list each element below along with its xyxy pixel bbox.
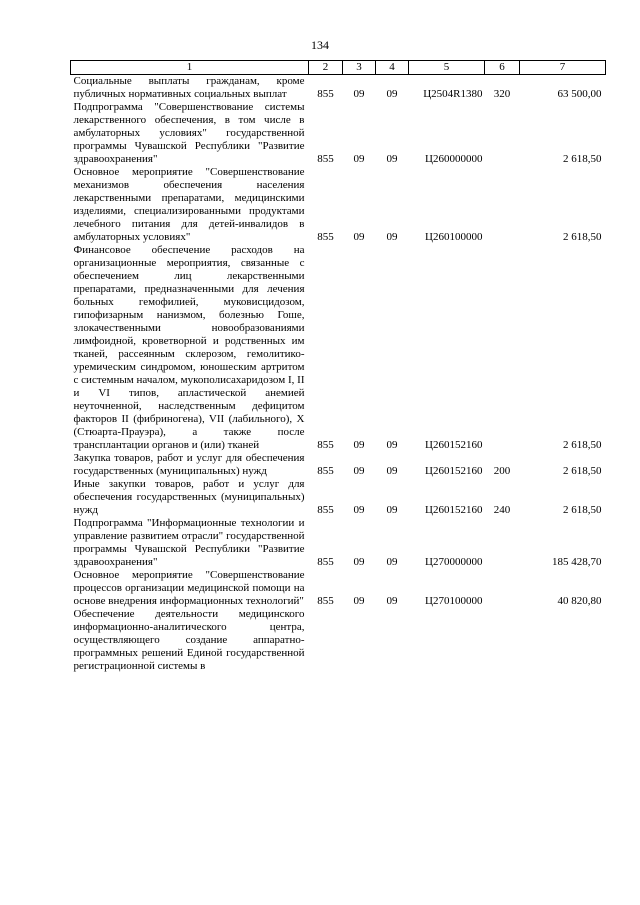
row-grbs-code: 855 xyxy=(317,595,334,607)
row-name: Подпрограмма "Информационные технологии и управление развитием отрасли" государственной программы Чувашской Республики "Развитие здравоохранения" xyxy=(73,517,305,568)
row-name: Финансовое обеспечение расходов на организационные мероприятия, связанные с обеспечением лиц лекарственными препаратами, предназначенными для лечения больных гемофилией, муковисцидозом, гипофизарным нанизмом, болезнью Гоше, злокачественными новообразованиями лимфоидной, кроветворной и родственных им тканей, рассеянным склерозом, гемолитико-уремическим синдромом, юношеским артритом с системным началом, мукополисахаридозом I, II и VI типов, апластической анемией неуточненной, наследственным дефицитом факторов II (фибриногена), VII (лабильного), X (Стюарта-Прауэра), а также после трансплантации органов и (или) тканей xyxy=(73,244,305,451)
row-target-article: Ц260000000 xyxy=(425,153,483,165)
row-grbs-code: 855 xyxy=(317,231,334,243)
row-grbs-code: 855 xyxy=(317,88,334,100)
page-number: 134 xyxy=(311,38,329,52)
row-expense-type xyxy=(485,166,520,244)
row-name: Основное мероприятие "Совершенствование процессов организации медицинской помощи на основе внедрения информационных технологий" xyxy=(73,569,305,607)
column-header: 7 xyxy=(520,61,606,75)
row-grbs-code: 855 xyxy=(317,465,334,477)
row-expense-type: 200 xyxy=(493,465,511,477)
row-expense-type xyxy=(485,101,520,166)
row-target-article: Ц260152160 xyxy=(425,465,483,477)
row-section-code: 09 xyxy=(353,465,365,477)
column-header: 4 xyxy=(376,61,409,75)
column-header: 1 xyxy=(71,61,309,75)
column-header: 6 xyxy=(485,61,520,75)
row-section-code xyxy=(343,608,376,673)
row-subsection-code: 09 xyxy=(386,439,398,451)
row-expense-type xyxy=(485,244,520,452)
row-section-code: 09 xyxy=(353,504,365,516)
row-subsection-code: 09 xyxy=(386,556,398,568)
column-header: 3 xyxy=(343,61,376,75)
row-subsection-code xyxy=(376,608,409,673)
row-section-code: 09 xyxy=(353,153,365,165)
row-name: Социальные выплаты гражданам, кроме публичных нормативных социальных выплат xyxy=(73,75,305,100)
row-subsection-code: 09 xyxy=(386,595,398,607)
row-subsection-code: 09 xyxy=(386,88,398,100)
row-section-code: 09 xyxy=(353,231,365,243)
row-expense-type xyxy=(485,569,520,608)
row-amount: 2 618,50 xyxy=(563,153,602,165)
row-target-article: Ц260152160 xyxy=(425,439,483,451)
table-row xyxy=(71,452,606,478)
row-subsection-code: 09 xyxy=(386,504,398,516)
row-amount: 2 618,50 xyxy=(563,504,602,516)
row-grbs-code: 855 xyxy=(317,504,334,516)
table-row xyxy=(71,517,606,569)
row-target-article: Ц2504R1380 xyxy=(423,88,483,100)
row-section-code: 09 xyxy=(353,595,365,607)
row-amount: 185 428,70 xyxy=(552,556,602,568)
header-row xyxy=(71,61,606,75)
row-name: Основное мероприятие "Совершенствование механизмов обеспечения населения лекарственными препаратами, медицинскими изделиями, специализированными продуктами лечебного питания для детей-инвалидов в амбулаторных условиях" xyxy=(73,166,305,243)
row-amount: 2 618,50 xyxy=(563,231,602,243)
row-grbs-code: 855 xyxy=(317,556,334,568)
row-section-code: 09 xyxy=(353,439,365,451)
table-row xyxy=(71,101,606,166)
row-expense-type xyxy=(485,608,520,673)
row-target-article xyxy=(409,608,485,673)
row-target-article: Ц270100000 xyxy=(425,595,483,607)
row-amount: 63 500,00 xyxy=(557,88,602,100)
budget-table xyxy=(70,60,606,673)
row-section-code: 09 xyxy=(353,88,365,100)
table-row xyxy=(71,569,606,608)
row-target-article: Ц260152160 xyxy=(425,504,483,516)
row-target-article: Ц260100000 xyxy=(425,231,483,243)
row-section-code: 09 xyxy=(353,556,365,568)
table-row xyxy=(71,166,606,244)
row-name: Обеспечение деятельности медицинского информационно-аналитического центра, осуществляющего создание аппаратно-программных решений Единой государственной регистрационной системы в xyxy=(73,608,305,672)
row-amount: 2 618,50 xyxy=(563,439,602,451)
row-subsection-code: 09 xyxy=(386,153,398,165)
column-header: 2 xyxy=(309,61,343,75)
row-amount: 2 618,50 xyxy=(563,465,602,477)
table-row xyxy=(71,478,606,517)
row-amount: 40 820,80 xyxy=(557,595,602,607)
row-grbs-code: 855 xyxy=(317,153,334,165)
table-row xyxy=(71,244,606,452)
row-grbs-code xyxy=(309,608,343,673)
row-name: Закупка товаров, работ и услуг для обеспечения государственных (муниципальных) нужд xyxy=(73,452,305,477)
row-name: Иные закупки товаров, работ и услуг для обеспечения государственных (муниципальных) нужд xyxy=(73,478,305,516)
table-row xyxy=(71,75,606,102)
row-name: Подпрограмма "Совершенствование системы лекарственного обеспечения, в том числе в амбулаторных условиях" государственной программы Чувашской Республики "Развитие здравоохранения" xyxy=(73,101,305,165)
column-header: 5 xyxy=(409,61,485,75)
row-subsection-code: 09 xyxy=(386,465,398,477)
row-grbs-code: 855 xyxy=(317,439,334,451)
row-amount xyxy=(520,608,606,673)
row-subsection-code: 09 xyxy=(386,231,398,243)
row-expense-type xyxy=(485,517,520,569)
row-expense-type: 320 xyxy=(493,88,511,100)
row-target-article: Ц270000000 xyxy=(425,556,483,568)
row-expense-type: 240 xyxy=(493,504,511,516)
table-row xyxy=(71,608,606,673)
